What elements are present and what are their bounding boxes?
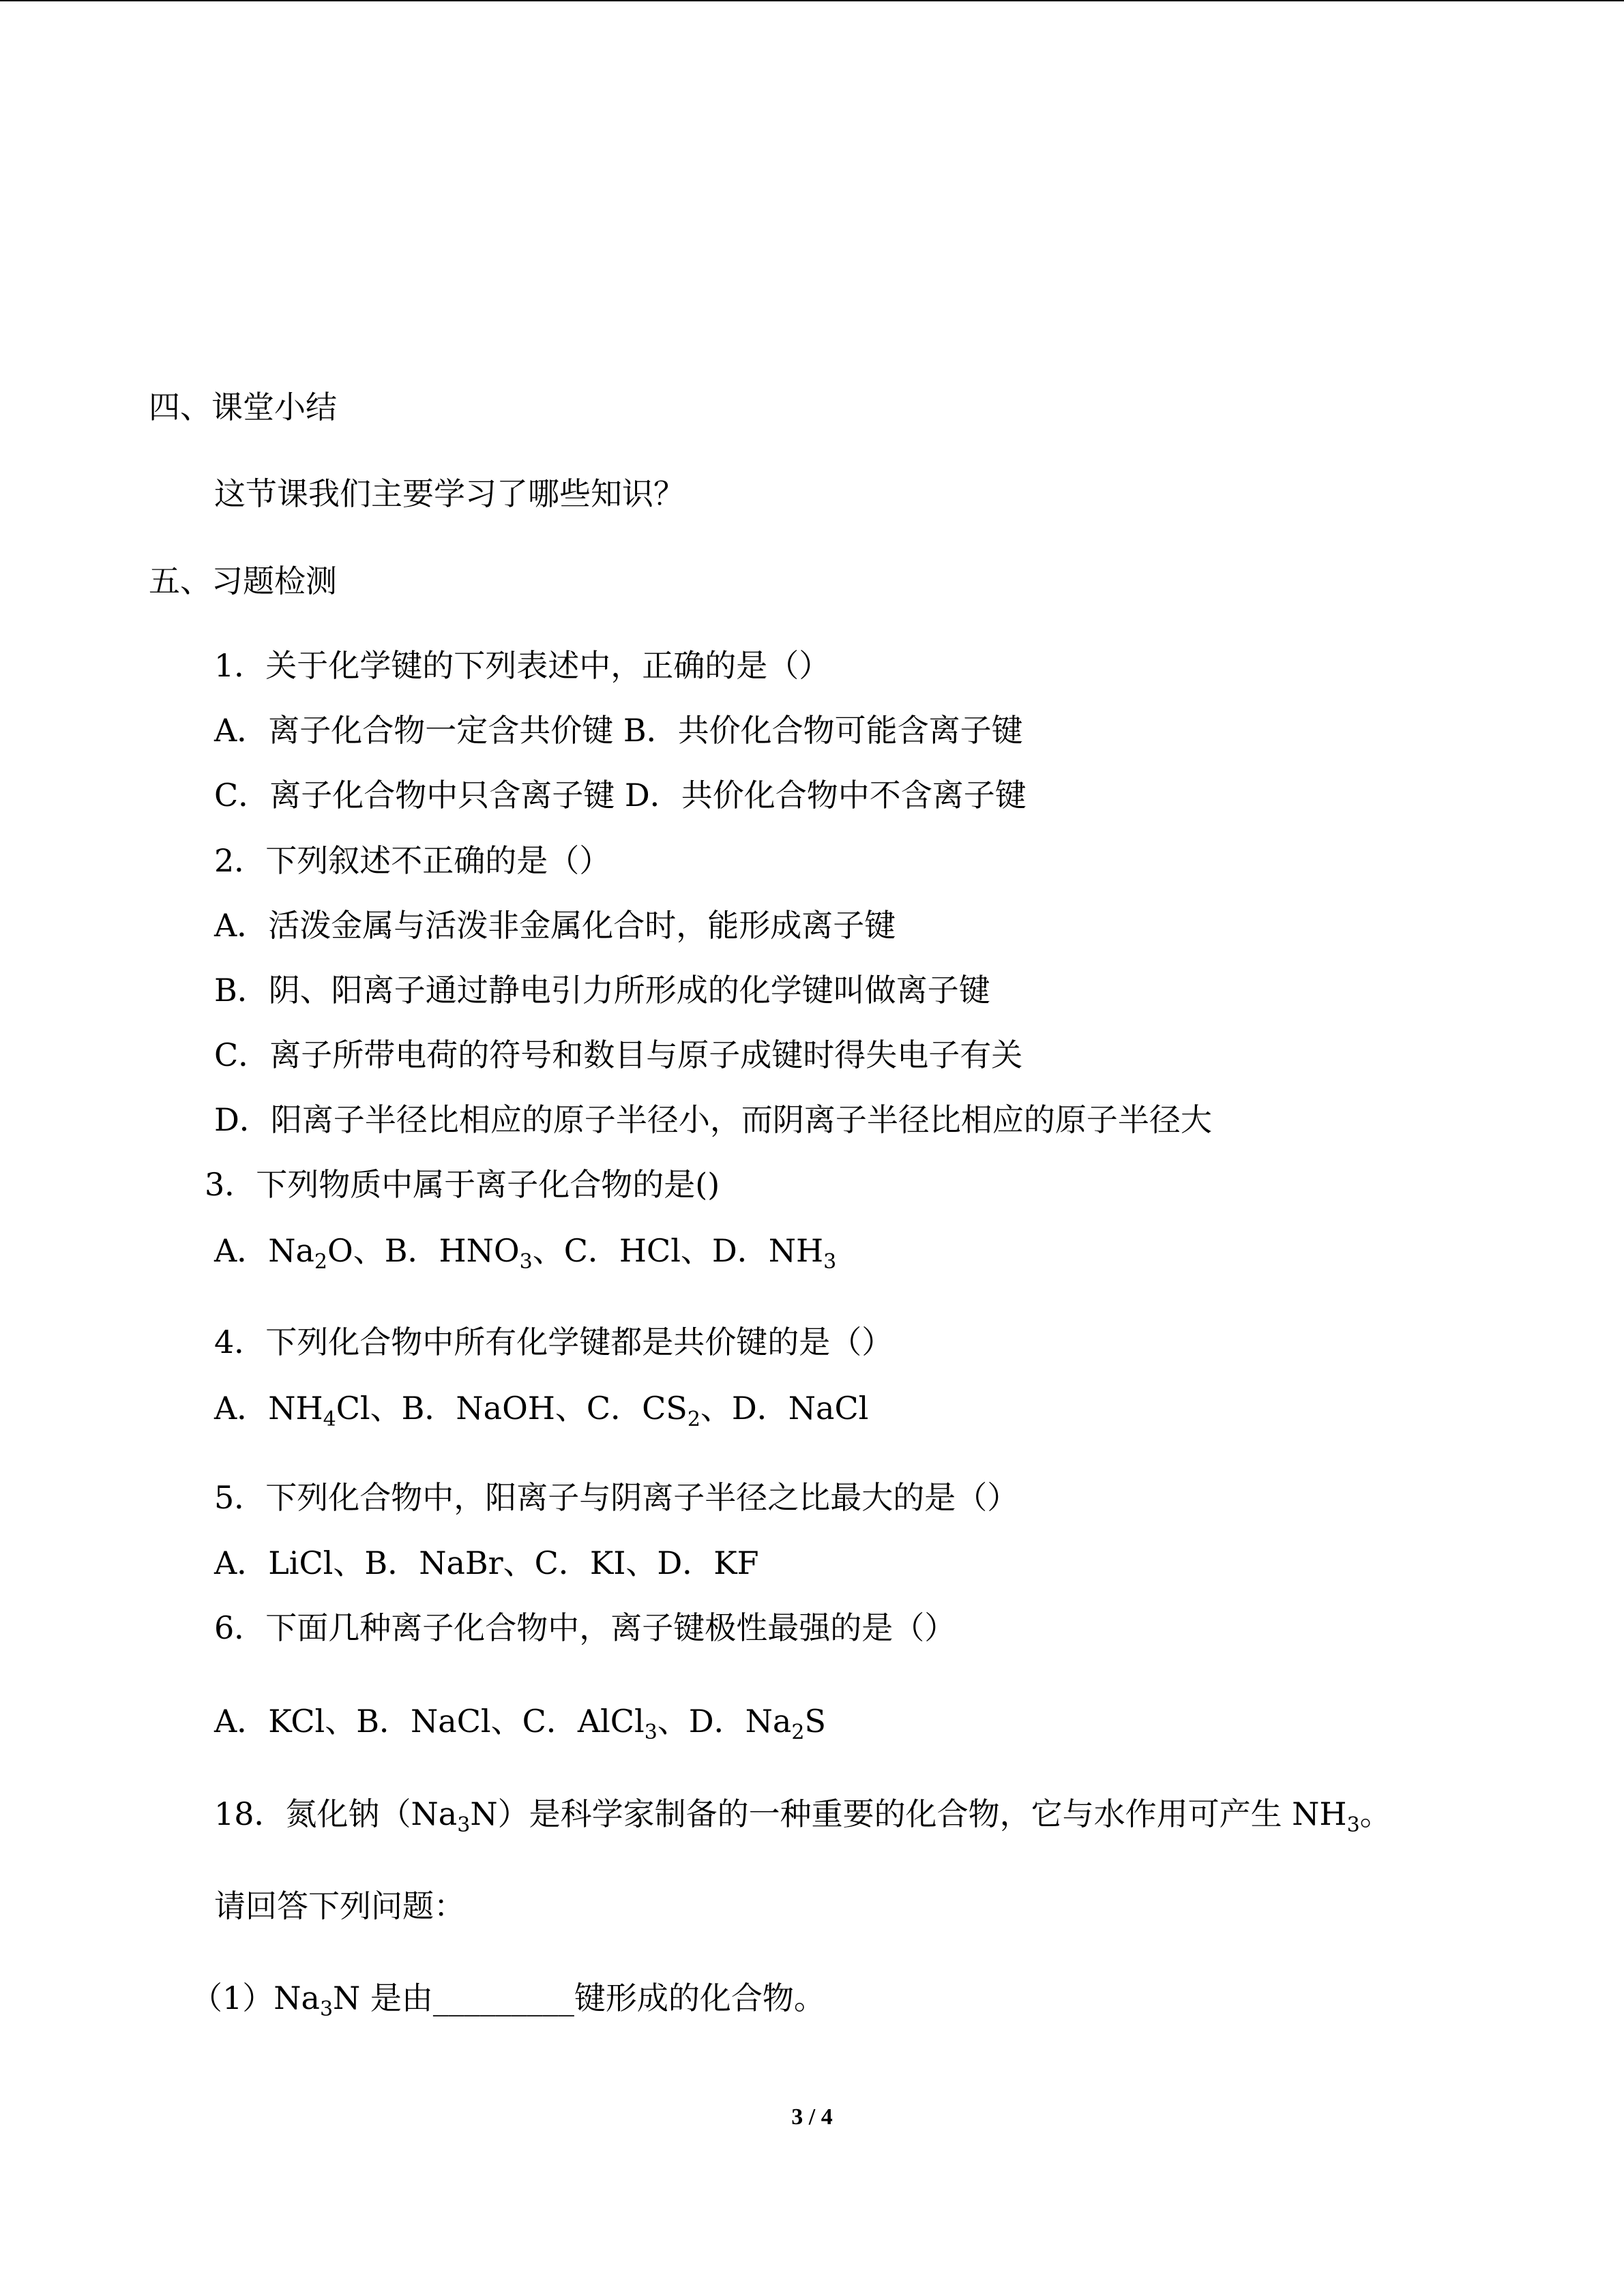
question-2: 2．下列叙述不正确的是（） — [214, 842, 611, 879]
question-4: 4．下列化合物中所有化学键都是共价键的是（） — [214, 1324, 894, 1360]
question-18-prompt: 请回答下列问题： — [214, 1888, 465, 1924]
top-rule — [0, 0, 1624, 1]
question-1-options-cd: C．离子化合物中只含离子键 D．共价化合物中不含离子键 — [214, 777, 1027, 814]
question-3-options: A．$Na_2O$、B．$HNO_3$、C．HCl、D．$NH_3$ — [214, 1232, 837, 1274]
question-4-options: A．$NH_4Cl$、B．NaOH、C．$CS_2$、D．NaCl — [214, 1390, 869, 1431]
question-2-option-c: C．离子所带电荷的符号和数目与原子成键时得失电子有关 — [214, 1037, 1023, 1073]
section-4-title: 四、课堂小结 — [149, 389, 337, 426]
question-5-options: A．LiCl、B．NaBr、C．KI、D．KF — [214, 1545, 759, 1581]
question-6: 6．下面几种离子化合物中，离子键极性最强的是（） — [214, 1609, 956, 1646]
question-2-option-d: D．阳离子半径比相应的原子半径小，而阴离子半径比相应的原子半径大 — [214, 1101, 1212, 1138]
question-2-option-a: A．活泼金属与活泼非金属化合时，能形成离子键 — [214, 907, 896, 944]
section-4-text: 这节课我们主要学习了哪些知识？ — [214, 475, 685, 512]
question-18-part-1: $(1)Na_3N$ 是由_________键形成的化合物。 — [191, 1980, 825, 2021]
question-1-options-ab: A．离子化合物一定含共价键 B．共价化合物可能含离子键 — [214, 712, 1023, 749]
page-number: 3 / 4 — [791, 2104, 833, 2130]
section-5-title: 五、习题检测 — [149, 563, 337, 599]
question-1: 1．关于化学键的下列表述中，正确的是（） — [214, 647, 831, 684]
question-5: 5．下列化合物中，阳离子与阴离子半径之比最大的是（） — [214, 1479, 1019, 1516]
question-6-options: A．KCl、B．NaCl、C．AlCl$_3$、D．$Na_2S$ — [214, 1703, 826, 1744]
question-2-option-b: B．阴、阳离子通过静电引力所形成的化学键叫做离子键 — [214, 972, 990, 1009]
question-3: 3．下列物质中属于离子化合物的是() — [205, 1166, 720, 1203]
question-18: 18．氮化钠$(Na_3N)$是科学家制备的一种重要的化合物，它与水作用可产生 $NH_3$。 — [214, 1795, 1391, 1837]
